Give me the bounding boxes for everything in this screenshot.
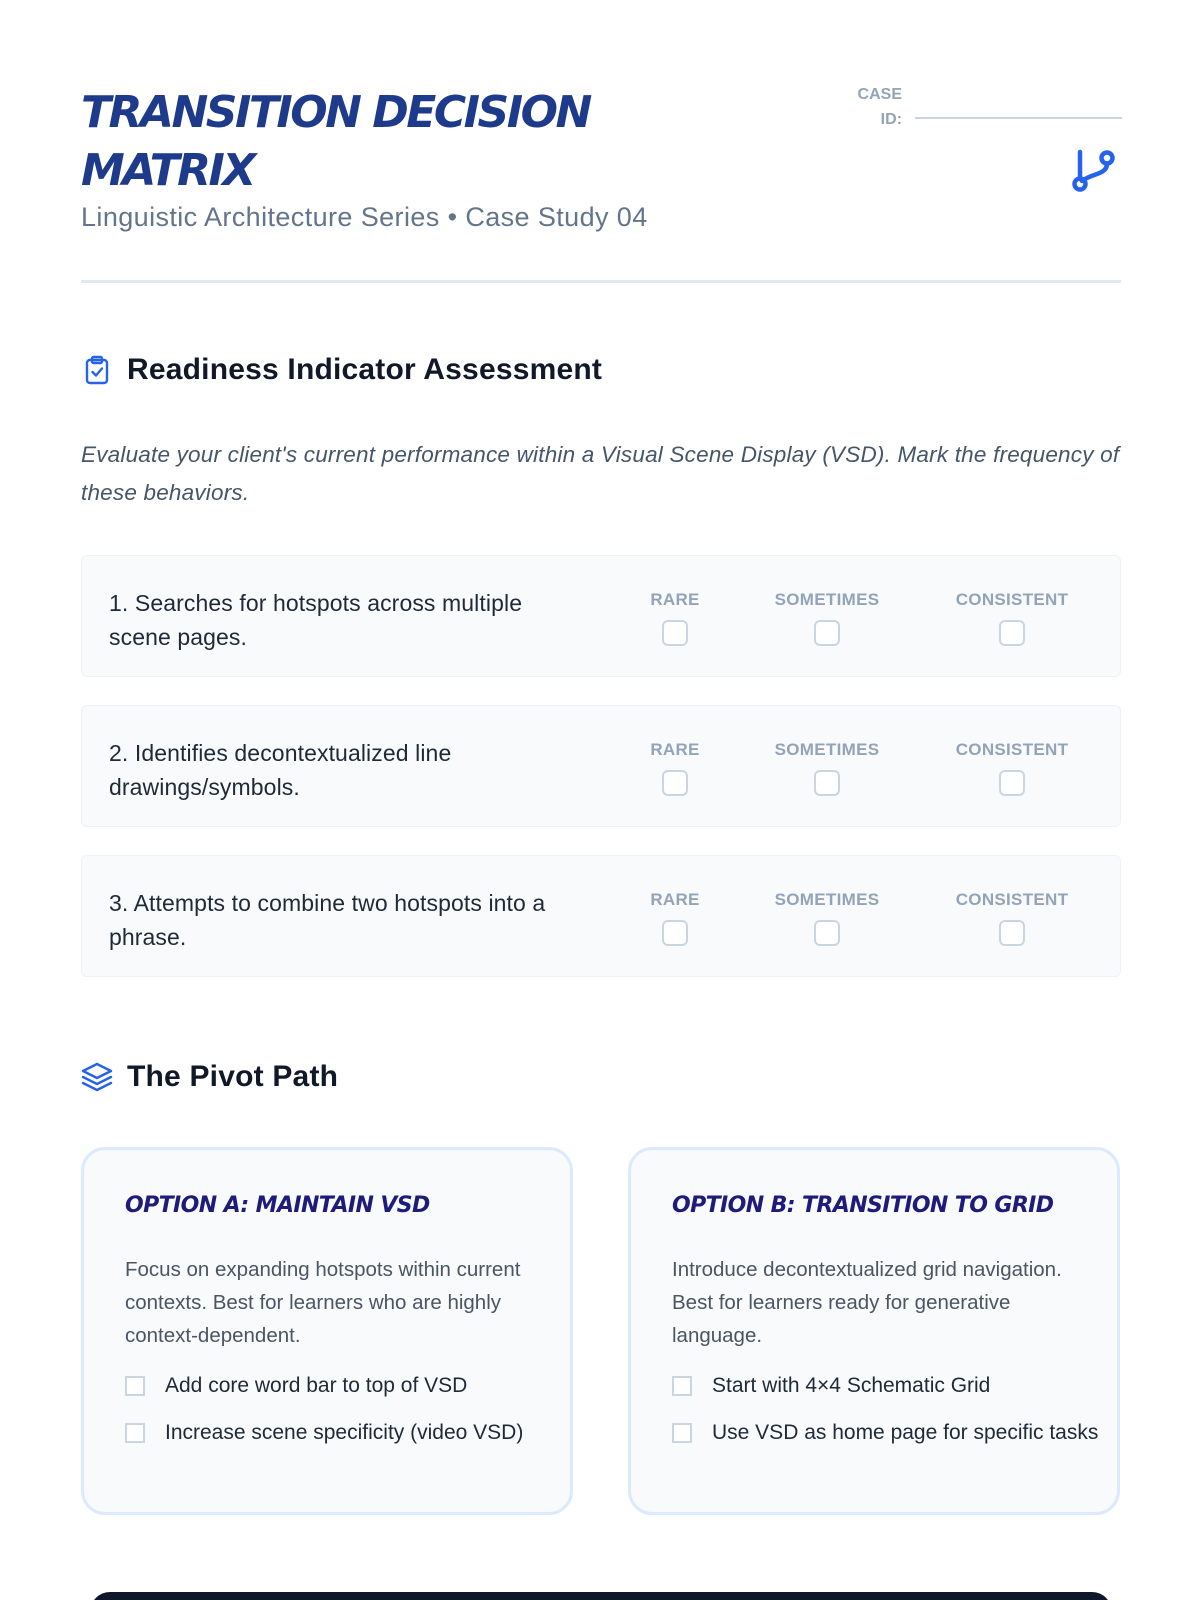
option-label: SOMETIMES <box>774 740 880 759</box>
checkbox[interactable] <box>125 1423 145 1443</box>
check-item-label: Increase scene specificity (video VSD) <box>165 1421 524 1444</box>
clipboard-check-icon <box>81 354 113 386</box>
readiness-section-header <box>81 353 602 387</box>
option-label: CONSISTENT <box>955 890 1069 909</box>
sometimes-checkbox[interactable] <box>814 920 840 946</box>
option-label: CONSISTENT <box>955 590 1069 609</box>
option-b-check-item[interactable] <box>672 1420 1102 1446</box>
option-sometimes <box>757 590 897 646</box>
option-label: RARE <box>650 890 700 909</box>
check-item-label: Add core word bar to top of VSD <box>165 1374 468 1397</box>
git-branch-icon <box>1068 145 1118 195</box>
case-id-label: CASE ID: <box>857 86 902 128</box>
option-a-description: Focus on expanding hotspots within current contexts. Best for learners who are highly context-dependent. <box>125 1258 521 1347</box>
option-b-title: OPTION B: TRANSITION TO GRID <box>672 1193 1054 1218</box>
layers-icon <box>81 1061 113 1093</box>
option-rare <box>605 740 745 796</box>
checkbox[interactable] <box>672 1376 692 1396</box>
option-consistent <box>942 590 1082 646</box>
option-a-card <box>81 1147 573 1515</box>
option-label: CONSISTENT <box>955 740 1069 759</box>
case-id-field[interactable] <box>856 80 1122 130</box>
assessment-row-label: 1. Searches for hotspots across multiple scene pages. <box>109 590 523 650</box>
option-consistent <box>942 890 1082 946</box>
assessment-row <box>81 855 1121 977</box>
option-b-card <box>628 1147 1120 1515</box>
checkbox[interactable] <box>672 1423 692 1443</box>
option-a-check-item[interactable] <box>125 1373 555 1399</box>
option-a-check-item[interactable] <box>125 1420 555 1446</box>
option-b-description: Introduce decontextualized grid navigation. Best for learners ready for generative language. <box>672 1258 1062 1347</box>
pivot-section-header <box>81 1060 338 1094</box>
option-a-title: OPTION A: MAINTAIN VSD <box>125 1193 430 1218</box>
option-sometimes <box>757 740 897 796</box>
assessment-row <box>81 555 1121 677</box>
option-label: RARE <box>650 740 700 759</box>
rare-checkbox[interactable] <box>662 770 688 796</box>
assessment-row-label: 3. Attempts to combine two hotspots into a phrase. <box>109 890 546 950</box>
checkbox[interactable] <box>125 1376 145 1396</box>
check-item-label: Start with 4×4 Schematic Grid <box>712 1374 991 1397</box>
option-label: SOMETIMES <box>774 590 880 609</box>
consistent-checkbox[interactable] <box>999 920 1025 946</box>
header-divider <box>81 280 1121 283</box>
page-subtitle: Linguistic Architecture Series • Case Study 04 <box>81 202 648 232</box>
readiness-section-title: Readiness Indicator Assessment <box>127 353 603 386</box>
option-rare <box>605 890 745 946</box>
assessment-row-label: 2. Identifies decontextualized line drawings/symbols. <box>109 740 452 800</box>
sometimes-checkbox[interactable] <box>814 620 840 646</box>
check-item-label: Use VSD as home page for specific tasks <box>712 1421 1099 1444</box>
page-title: TRANSITION DECISION MATRIX <box>81 87 590 196</box>
consistent-checkbox[interactable] <box>999 770 1025 796</box>
consistent-checkbox[interactable] <box>999 620 1025 646</box>
option-rare <box>605 590 745 646</box>
rare-checkbox[interactable] <box>662 620 688 646</box>
readiness-intro: Evaluate your client's current performance within a Visual Scene Display (VSD). Mark the frequency of these behaviors. <box>81 442 1120 505</box>
option-b-check-item[interactable] <box>672 1373 1102 1399</box>
option-label: SOMETIMES <box>774 890 880 909</box>
case-id-input-line[interactable] <box>915 117 1122 119</box>
assessment-row <box>81 705 1121 827</box>
footer-bar <box>90 1592 1112 1600</box>
rare-checkbox[interactable] <box>662 920 688 946</box>
option-sometimes <box>757 890 897 946</box>
sometimes-checkbox[interactable] <box>814 770 840 796</box>
option-consistent <box>942 740 1082 796</box>
option-label: RARE <box>650 590 700 609</box>
pivot-section-title: The Pivot Path <box>127 1060 339 1093</box>
